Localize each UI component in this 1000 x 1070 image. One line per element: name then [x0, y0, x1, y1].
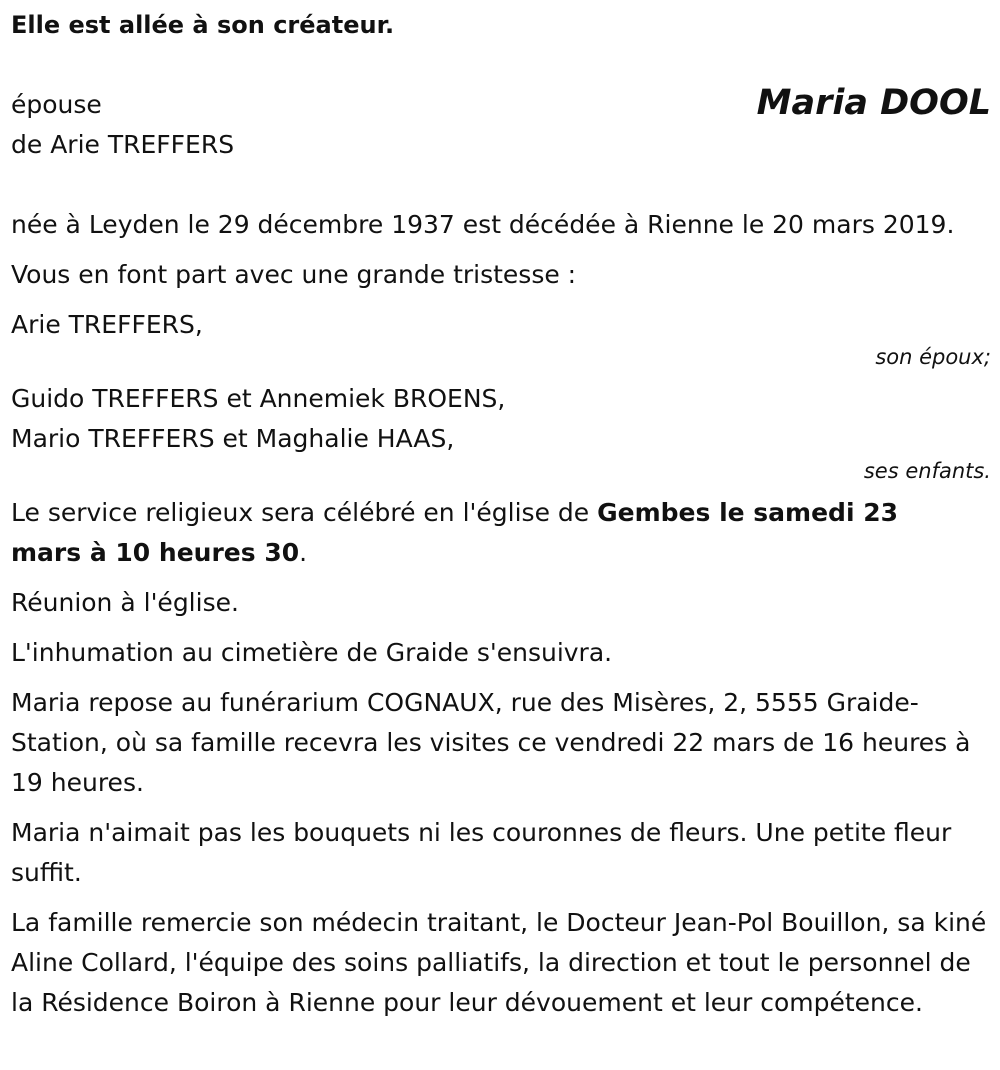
children-role: ses enfants. [863, 459, 991, 483]
flowers-paragraph: Maria n'aimait pas les bouquets ni les couronnes de fleurs. Une petite fleur suffit. [11, 818, 952, 887]
service-suffix: . [299, 538, 308, 567]
service-paragraph [11, 493, 931, 573]
spouse-label: épouse [11, 90, 102, 119]
header-block [11, 85, 991, 165]
child-couple-2: Mario TREFFERS et Maghalie HAAS, [11, 424, 455, 453]
service-prefix: Le service religieux sera célébré en l'église de [11, 498, 598, 527]
obituary-notice [11, 5, 991, 1023]
child-couple-1: Guido TREFFERS et Annemiek BROENS, [11, 384, 506, 413]
notice-heading: Elle est allée à son créateur. [11, 11, 395, 39]
thanks-paragraph: La famille remercie son médecin traitant, le Docteur Jean-Pol Bouillon, sa kiné Aline Collard, l'équipe des soins palliatifs, la direction et tout le personnel de la Résidence Boiron à Rienne pour leur dévouement et leur compétence. [11, 908, 987, 1017]
meeting-line: Réunion à l'église. [11, 588, 239, 617]
burial-line: L'inhumation au cimetière de Graide s'ensuivra. [11, 638, 613, 667]
announcement-line: Vous en font part avec une grande tristesse : [11, 260, 577, 289]
husband-role: son époux; [875, 345, 991, 369]
service-date-place: Gembes le samedi 23 mars à 10 heures 30 [11, 498, 899, 567]
deceased-name: Maria DOOL [756, 83, 991, 123]
spouse-name: de Arie TREFFERS [11, 130, 235, 159]
visits-paragraph: Maria repose au funérarium COGNAUX, rue des Misères, 2, 5555 Graide-Station, où sa famille recevra les visites ce vendredi 22 mars de 16 heures à 19 heures. [11, 688, 971, 797]
birth-death-line: née à Leyden le 29 décembre 1937 est décédée à Rienne le 20 mars 2019. [11, 210, 955, 239]
husband-name: Arie TREFFERS, [11, 310, 203, 339]
